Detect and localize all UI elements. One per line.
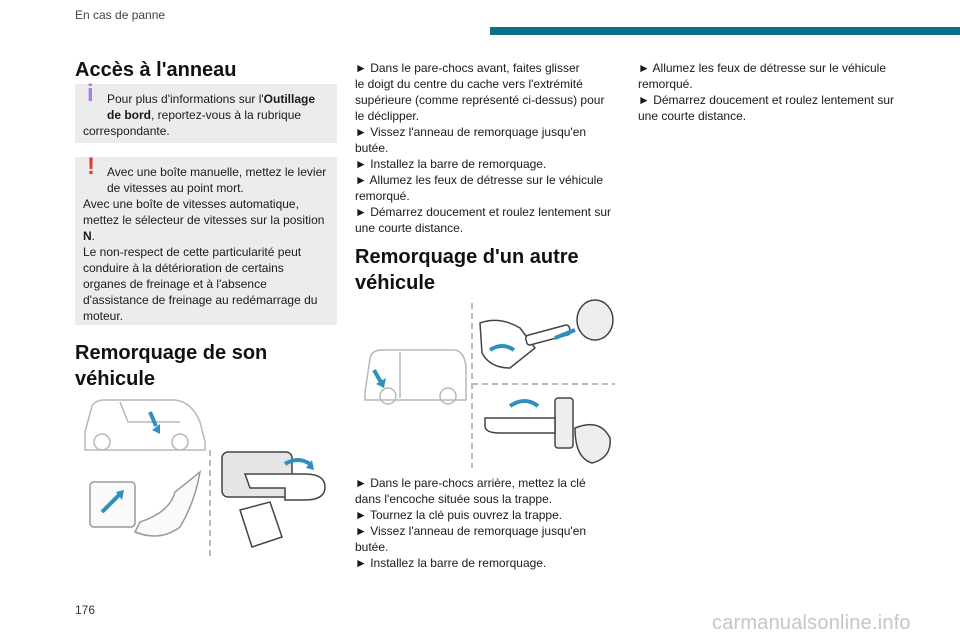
step-line: ► Dans le pare-chocs avant, faites glisser — [355, 61, 580, 75]
arrow-icon — [150, 412, 156, 426]
info-icon: i — [87, 80, 94, 107]
warning-line: mettez le sélecteur de vitesses sur la position — [83, 213, 325, 227]
step-line: le déclipper. — [355, 109, 420, 123]
step-line: ► Allumez les feux de détresse sur le véhicule — [638, 61, 886, 75]
warning-line: moteur. — [83, 309, 124, 323]
title-line: véhicule — [355, 272, 436, 294]
step-line: butée. — [355, 141, 389, 155]
step-line: ► Installez la barre de remorquage. — [355, 556, 547, 570]
info-note-text-2: , reportez-vous à la rubrique — [151, 108, 302, 122]
warning-line: Le non-respect de cette particularité peut — [83, 245, 302, 259]
step-line: ► Dans le pare-chocs arrière, mettez la clé — [355, 476, 586, 490]
rear-towing-illustration — [360, 298, 618, 470]
info-note-text: Pour plus d'informations sur l' — [107, 92, 264, 106]
section-title-acces-anneau: Accès à l'anneau — [75, 59, 237, 81]
title-line: Remorquage d'un autre — [355, 246, 579, 268]
step-line: remorqué. — [638, 77, 693, 91]
watermark[interactable]: carmanualsonline.info — [712, 612, 911, 634]
warning-line: Avec une boîte de vitesses automatique, — [83, 197, 299, 211]
step-line: ► Vissez l'anneau de remorquage jusqu'en — [355, 524, 587, 538]
warning-line: de vitesses au point mort. — [107, 181, 244, 195]
step-line: dans l'encoche située sous la trappe. — [355, 492, 553, 506]
step-line: supérieure (comme représenté ci-dessus) pour — [355, 93, 605, 107]
step-line: ► Installez la barre de remorquage. — [355, 157, 547, 171]
front-towing-illustration — [80, 392, 335, 562]
info-note-bold-2: de bord — [107, 108, 151, 122]
step-line: ► Démarrez doucement et roulez lentement sur — [638, 93, 894, 107]
section-title-remorquage-son-vehicule — [75, 340, 337, 392]
warning-line: organes de freinage et à l'absence — [83, 277, 267, 291]
step-line: ► Tournez la clé puis ouvrez la trappe. — [355, 508, 563, 522]
step-line: le doigt du centre du cache vers l'extrémité — [355, 77, 583, 91]
page-number: 176 — [75, 603, 96, 617]
section-title-remorquage-autre-vehicule — [355, 244, 620, 296]
warning-position-n: N — [83, 229, 92, 243]
step-line: ► Allumez les feux de détresse sur le véhicule — [355, 173, 603, 187]
warning-line: d'assistance de freinage au redémarrage du — [83, 293, 318, 307]
header-accent-bar — [490, 27, 960, 35]
warning-note — [75, 153, 337, 325]
warning-line: conduire à la détérioration de certains — [83, 261, 284, 275]
rear-towing-steps-continued — [638, 60, 908, 124]
step-line: butée. — [355, 540, 389, 554]
rear-towing-steps — [355, 475, 620, 571]
info-note-text-3: correspondante. — [83, 124, 170, 138]
step-line: une courte distance. — [638, 109, 747, 123]
title-line: véhicule — [75, 368, 156, 390]
info-note-bold: Outillage — [263, 92, 315, 106]
step-line: une courte distance. — [355, 221, 464, 235]
front-towing-steps — [355, 60, 620, 236]
warning-exclamation-icon: ! — [87, 153, 95, 180]
title-line: Remorquage de son — [75, 342, 268, 364]
warning-line: Avec une boîte manuelle, mettez le levier — [107, 165, 327, 179]
info-note — [75, 80, 337, 143]
step-line: ► Démarrez doucement et roulez lentement sur — [355, 205, 611, 219]
warning-line: . — [91, 229, 96, 243]
header-section-label: En cas de panne — [75, 8, 166, 22]
step-line: ► Vissez l'anneau de remorquage jusqu'en — [355, 125, 587, 139]
step-line: remorqué. — [355, 189, 410, 203]
